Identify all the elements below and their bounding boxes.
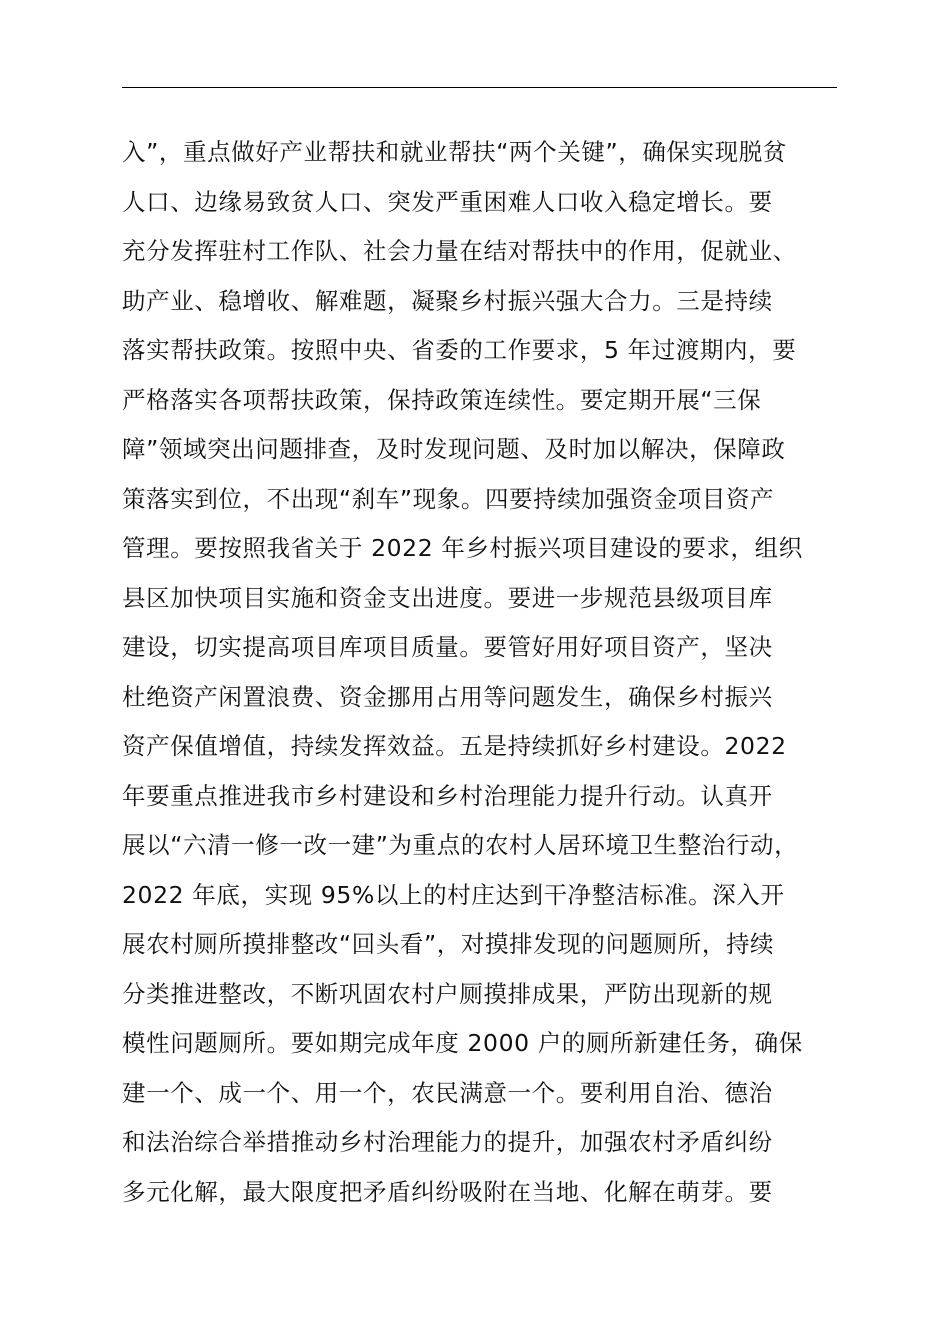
text-line: 建设，切实提高项目库项目质量。要管好用好项目资产，坚决 — [122, 633, 773, 661]
text-line: 入”，重点做好产业帮扶和就业帮扶“两个关键”，确保实现脱贫 — [122, 138, 787, 166]
text-line: 障”领域突出问题排查，及时发现问题、及时加以解决，保障政 — [122, 435, 786, 463]
text-line: 年要重点推进我市乡村建设和乡村治理能力提升行动。认真开 — [122, 781, 773, 810]
text-line: 管理。要按照我省关于 2022 年乡村振兴项目建设的要求，组织 — [122, 534, 803, 562]
header-rule — [122, 87, 837, 88]
text-line: 2022 年底，实现 95%以上的村庄达到干净整洁标准。深入开 — [122, 880, 785, 909]
text-line: 展以“六清一修一改一建”为重点的农村人居环境卫生整治行动， — [122, 831, 799, 859]
text-line: 资产保值增值，持续发挥效益。五是持续抓好乡村建设。2022 — [122, 732, 787, 760]
text-line: 分类推进整改，不断巩固农村户厕摸排成果，严防出现新的规 — [122, 979, 773, 1008]
text-line: 落实帮扶政策。按照中央、省委的工作要求，5 年过渡期内，要 — [122, 336, 797, 364]
text-line: 展农村厕所摸排整改“回头看”，对摸排发现的问题厕所，持续 — [122, 930, 775, 958]
text-line: 充分发挥驻村工作队、社会力量在结对帮扶中的作用，促就业、 — [122, 237, 797, 265]
text-line: 和法治综合举措推动乡村治理能力的提升，加强农村矛盾纠纷 — [122, 1128, 773, 1156]
text-line: 建一个、成一个、用一个，农民满意一个。要利用自治、德治 — [122, 1078, 773, 1107]
text-line: 模性问题厕所。要如期完成年度 2000 户的厕所新建任务，确保 — [122, 1029, 803, 1057]
text-line: 人口、边缘易致贫人口、突发严重困难人口收入稳定增长。要 — [122, 187, 773, 216]
text-line: 助产业、稳增收、解难题，凝聚乡村振兴强大合力。三是持续 — [122, 286, 773, 315]
text-line: 多元化解，最大限度把矛盾纠纷吸附在当地、化解在萌芽。要 — [122, 1177, 773, 1206]
text-line: 杜绝资产闲置浪费、资金挪用占用等问题发生，确保乡村振兴 — [122, 682, 773, 711]
text-line: 策落实到位，不出现“刹车”现象。四要持续加强资金项目资产 — [122, 484, 775, 513]
text-line: 严格落实各项帮扶政策，保持政策连续性。要定期开展“三保 — [122, 385, 762, 414]
document-body — [122, 128, 872, 1217]
text-line: 县区加快项目实施和资金支出进度。要进一步规范县级项目库 — [122, 583, 773, 612]
